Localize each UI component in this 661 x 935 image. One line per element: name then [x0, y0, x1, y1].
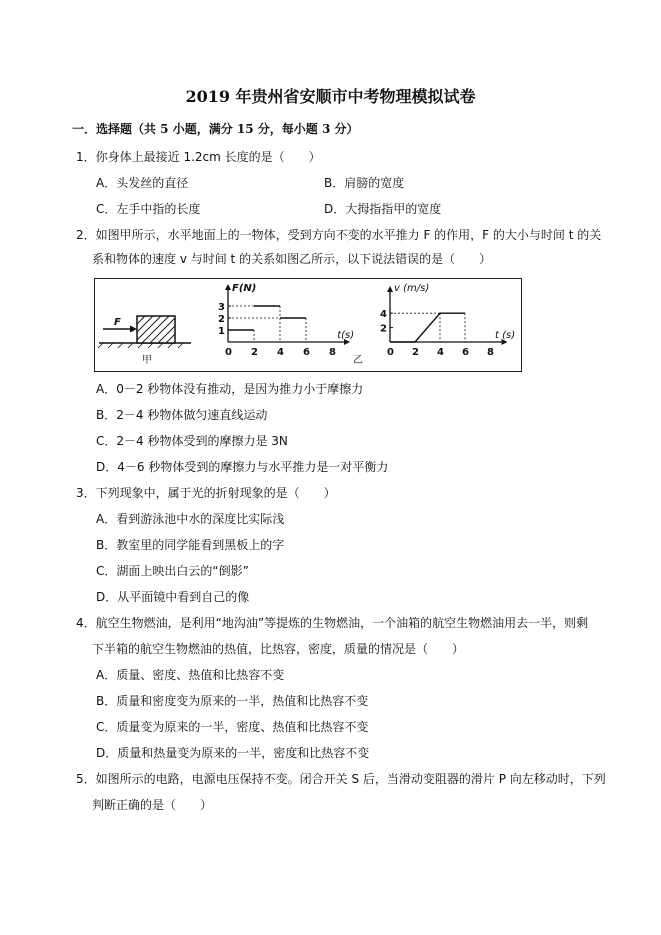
x-tick-label: 2 [412, 347, 419, 358]
q1-option-a: A．头发丝的直径 [96, 176, 189, 190]
y-tick-label: 1 [218, 326, 225, 337]
question-4-stem-line-2: 下半箱的航空生物燃油的热值，比热容，密度，质量的情况是（ ） [92, 642, 465, 656]
x-tick-label: 6 [303, 347, 310, 358]
q4-option-d: D．质量和热量变为原来的一半，密度和比热容不变 [96, 746, 370, 760]
exam-title: 2019 年贵州省安顺市中考物理模拟试卷 [185, 87, 476, 106]
question-5-stem-line-1: 5．如图所示的电路，电源电压保持不变。闭合开关 S 后，当滑动变阻器的滑片 P 向左移动时，下列 [76, 772, 606, 786]
y-axis-label: F(N) [232, 283, 257, 294]
q3-option-c: C．湖面上映出白云的“倒影” [96, 564, 249, 578]
x-tick-label: 4 [437, 347, 444, 358]
question-2-stem-line-2: 系和物体的速度 v 与时间 t 的关系如图乙所示，以下说法错误的是（ ） [92, 252, 492, 266]
figure-yi-label: 乙 [353, 355, 363, 366]
q3-option-d: D．从平面镜中看到自己的像 [96, 590, 250, 604]
x-tick-label: 4 [277, 347, 284, 358]
q2-option-d: D．4－6 秒物体受到的摩擦力与水平推力是一对平衡力 [96, 460, 389, 474]
y-tick-label: 2 [380, 323, 387, 335]
question-3-stem: 3．下列现象中，属于光的折射现象的是（ ） [76, 486, 336, 500]
y-axis-arrow [387, 286, 393, 292]
question-2-figure [94, 278, 522, 372]
figure-jia-label: 甲 [142, 355, 152, 366]
q3-option-b: B．教室里的同学能看到黑板上的字 [96, 538, 285, 552]
figure-drawing [95, 279, 521, 371]
force-arrow-head [130, 326, 137, 333]
velocity-time-graph [380, 283, 515, 358]
q4-option-a: A．质量、密度、热值和比热容不变 [96, 668, 285, 682]
q1-option-d: D．大拇指指甲的宽度 [324, 202, 442, 216]
x-axis-label: t(s) [337, 330, 355, 341]
q1-option-b: B．肩膀的宽度 [324, 176, 405, 190]
question-4-stem-line-1: 4．航空生物燃油，是利用“地沟油”等提炼的生物燃油，一个油箱的航空生物燃油用去一半，则剩 [76, 616, 589, 630]
diagram-jia [98, 316, 191, 366]
q4-option-c: C．质量变为原来的一半，密度、热值和比热容不变 [96, 720, 369, 734]
q4-option-b: B．质量和密度变为原来的一半，热值和比热容不变 [96, 694, 369, 708]
x-tick-label: 6 [462, 347, 469, 358]
section-heading: 一．选择题（共 5 小题，满分 15 分，每小题 3 分） [72, 122, 359, 136]
q3-option-a: A．看到游泳池中水的深度比实际浅 [96, 512, 285, 526]
force-label: F [114, 317, 121, 328]
x-tick-label: 0 [225, 347, 232, 358]
x-tick-label: 8 [329, 347, 336, 358]
question-2-stem-line-1: 2．如图甲所示，水平地面上的一物体，受到方向不变的水平推力 F 的作用，F 的大小与时间 t 的关 [76, 228, 602, 242]
question-5-stem-line-2: 判断正确的是（ ） [92, 798, 213, 812]
force-time-graph [218, 283, 354, 358]
x-tick-label: 2 [251, 347, 258, 358]
y-tick-label: 4 [380, 309, 387, 321]
x-tick-label: 8 [487, 347, 494, 358]
velocity-line [390, 313, 465, 342]
x-axis-label: t (s) [495, 330, 516, 341]
q1-option-c: C．左手中指的长度 [96, 202, 201, 216]
question-1-stem: 1．你身体上最接近 1.2cm 长度的是（ ） [76, 150, 321, 164]
q2-option-b: B．2－4 秒物体做匀速直线运动 [96, 408, 268, 422]
q2-option-c: C．2－4 秒物体受到的摩擦力是 3N [96, 434, 288, 448]
x-tick-label: 0 [387, 347, 394, 358]
y-tick-label: 3 [218, 302, 225, 313]
y-axis-label: v (m/s) [394, 283, 430, 294]
y-tick-label: 2 [218, 314, 225, 325]
q2-option-a: A．0－2 秒物体没有推动，是因为推力小于摩擦力 [96, 382, 364, 396]
y-axis-arrow [225, 284, 231, 290]
